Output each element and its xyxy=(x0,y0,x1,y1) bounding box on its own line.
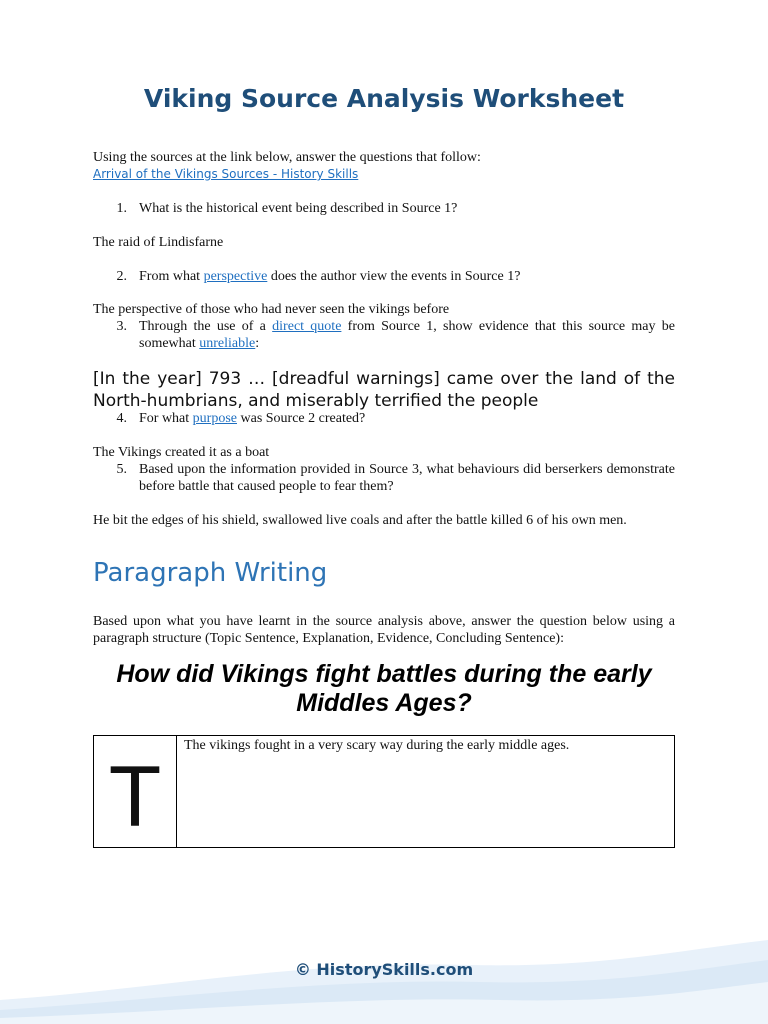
question-text-part: was Source 2 created? xyxy=(237,411,366,426)
question-number: 3. xyxy=(116,319,127,334)
question-text-part: : xyxy=(255,336,260,351)
question-text xyxy=(139,318,675,352)
intro-text: Using the sources at the link below, answer the questions that follow: xyxy=(93,150,481,165)
sources-link[interactable]: Arrival of the Vikings Sources - History Skills xyxy=(93,167,359,181)
question-1 xyxy=(93,200,675,217)
question-text xyxy=(139,268,675,285)
question-4 xyxy=(93,410,675,427)
question-3 xyxy=(93,318,675,352)
topic-sentence-answer[interactable]: The vikings fought in a very scary way during the early middle ages. xyxy=(184,738,570,753)
question-5 xyxy=(93,461,675,495)
paragraph-question: How did Vikings fight battles during the early Middles Ages? xyxy=(116,660,652,717)
paragraph-table xyxy=(93,735,675,848)
answer-4: The Vikings created it as a boat xyxy=(93,445,270,460)
unreliable-link[interactable]: unreliable xyxy=(199,336,256,351)
answer-3-quote: [In the year] 793 … [dreadful warnings] came over the land of the North-humbrians, and miserably terrified the people xyxy=(93,369,675,411)
question-text-part: From what xyxy=(139,269,204,284)
question-text xyxy=(139,410,675,427)
question-text-part: from Source 1, show evidence that this source may be somewhat xyxy=(139,319,675,351)
answer-1: The raid of Lindisfarne xyxy=(93,235,224,250)
question-text-part: For what xyxy=(139,411,193,426)
footer-copyright: © HistorySkills.com xyxy=(294,960,474,979)
question-2 xyxy=(93,268,675,285)
purpose-link[interactable]: purpose xyxy=(192,411,237,426)
question-text: Based upon the information provided in Source 3, what behaviours did berserkers demonstrate before battle that caused people to fear them? xyxy=(139,462,675,494)
perspective-link[interactable]: perspective xyxy=(203,269,268,284)
answer-2: The perspective of those who had never seen the vikings before xyxy=(93,302,450,317)
direct-quote-link[interactable]: direct quote xyxy=(272,319,342,334)
paragraph-writing-heading: Paragraph Writing xyxy=(93,558,328,588)
paragraph-instructions: Based upon what you have learnt in the source analysis above, answer the question below using a paragraph structure (Topic Sentence, Explanation, Evidence, Concluding Sentence): xyxy=(93,614,675,646)
question-text-part: does the author view the events in Source 1? xyxy=(267,269,521,284)
question-text-part: Through the use of a xyxy=(139,319,273,334)
topic-sentence-letter: T xyxy=(94,736,177,847)
worksheet-title: Viking Source Analysis Worksheet xyxy=(143,84,625,113)
question-number: 1. xyxy=(116,201,127,216)
answer-5: He bit the edges of his shield, swallowed live coals and after the battle killed 6 of his own men. xyxy=(93,513,627,528)
question-text: What is the historical event being described in Source 1? xyxy=(139,201,458,216)
question-number: 5. xyxy=(116,462,127,477)
question-number: 2. xyxy=(116,269,127,284)
question-number: 4. xyxy=(116,411,127,426)
